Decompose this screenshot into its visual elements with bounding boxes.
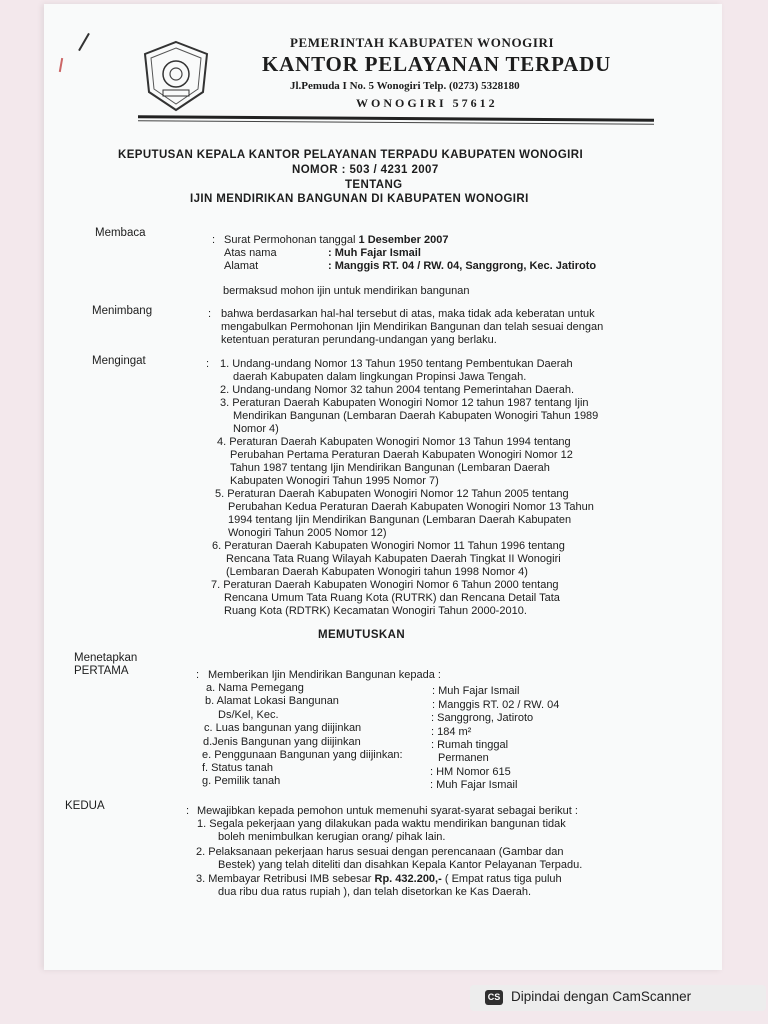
- mengingat-line: Ruang Kota (RDTRK) Kecamatan Wonogiri Tahun 2000-2010.: [224, 605, 527, 617]
- kedua-line: Bestek) yang telah diteliti dan disahkan Kepala Kantor Pelayanan Terpadu.: [218, 859, 583, 871]
- pertama-item-value: : Rumah tinggal: [431, 739, 509, 751]
- pertama-item-key: b. Alamat Lokasi Bangunan: [205, 695, 339, 707]
- memutuskan-heading: MEMUTUSKAN: [318, 629, 406, 641]
- mengingat-line: 7. Peraturan Daerah Kabupaten Wonogiri Nomor 6 Tahun 2000 tentang: [211, 579, 559, 591]
- decree-subject: IJIN MENDIRIKAN BANGUNAN DI KABUPATEN WONOGIRI: [190, 193, 529, 205]
- mengingat-line: Mendirikan Bangunan (Lembaran Daerah Kabupaten Wonogiri Tahun 1989: [233, 410, 599, 422]
- mengingat-line: Rencana Umum Tata Ruang Kota (RUTRK) dan Rencana Detail Tata: [224, 592, 560, 604]
- decree-number: NOMOR : 503 / 4231 2007: [292, 164, 439, 176]
- kedua-intro: Mewajibkan kepada pemohon untuk memenuhi syarat-syarat sebagai berikut :: [197, 805, 578, 817]
- kedua-line: dua ribu dua ratus rupiah ), dan telah disetorkan ke Kas Daerah.: [218, 886, 532, 898]
- retribusi-amount: Rp. 432.200,-: [374, 873, 442, 885]
- colon: :: [208, 308, 212, 320]
- mengingat-line: 2. Undang-undang Nomor 32 tahun 2004 tentang Pemerintahan Daerah.: [220, 384, 575, 396]
- label-kedua: KEDUA: [65, 800, 105, 812]
- pertama-item-value: : Muh Fajar Ismail: [430, 779, 518, 791]
- pertama-item-key: a. Nama Pemegang: [206, 682, 304, 694]
- pertama-intro: Memberikan Ijin Mendirikan Bangunan kepada :: [208, 669, 441, 681]
- pertama-item-key: g. Pemilik tanah: [202, 775, 281, 787]
- mengingat-line: Nomor 4): [233, 423, 279, 435]
- mengingat-line: 1994 tentang Ijin Mendirikan Bangunan (Lembaran Daerah Kabupaten: [228, 514, 572, 526]
- pertama-item-value: : Muh Fajar Ismail: [432, 685, 520, 697]
- colon: :: [212, 234, 216, 246]
- retribusi-label: 3. Membayar Retribusi IMB sebesar: [196, 873, 372, 885]
- kedua-line: boleh menimbulkan kerugian orang/ pihak lain.: [218, 831, 446, 843]
- pertama-item-value: : Manggis RT. 02 / RW. 04: [432, 699, 560, 711]
- label-menimbang: Menimbang: [92, 305, 153, 317]
- label-membaca: Membaca: [95, 227, 146, 239]
- pertama-item-key: f. Status tanah: [202, 762, 273, 774]
- letterhead-government: PEMERINTAH KABUPATEN WONOGIRI: [290, 35, 555, 50]
- alamat-value: : Manggis RT. 04 / RW. 04, Sanggrong, Kec. Jatiroto: [328, 260, 597, 272]
- decree-tentang: TENTANG: [345, 179, 403, 191]
- colon: :: [196, 669, 200, 681]
- letterhead-office: KANTOR PELAYANAN TERPADU: [262, 52, 612, 76]
- mengingat-line: Wonogiri Tahun 2005 Nomor 12): [228, 527, 387, 539]
- mengingat-line: Perubahan Kedua Peraturan Daerah Kabupaten Wonogiri Nomor 13 Tahun: [228, 501, 594, 513]
- colon: :: [186, 805, 190, 817]
- mengingat-line: Perubahan Pertama Peraturan Daerah Kabupaten Wonogiri Nomor 12: [230, 449, 573, 461]
- pertama-item-key: c. Luas bangunan yang diijinkan: [204, 722, 362, 734]
- pertama-item-value: : HM Nomor 615: [430, 766, 511, 778]
- surat-prefix: Surat Permohonan tanggal: [224, 234, 356, 246]
- mengingat-line: Rencana Tata Ruang Wilayah Kabupaten Daerah Tingkat II Wonogiri: [226, 553, 561, 565]
- mengingat-line: 1. Undang-undang Nomor 13 Tahun 1950 tentang Pembentukan Daerah: [220, 358, 573, 370]
- menimbang-line: mengabulkan Permohonan Ijin Mendirikan Bangunan dan telah sesuai dengan: [221, 321, 604, 333]
- pertama-item-key: e. Penggunaan Bangunan yang diijinkan:: [202, 749, 403, 761]
- pertama-item-value: : 184 m²: [431, 726, 472, 738]
- label-menetapkan: Menetapkan: [74, 652, 138, 664]
- mengingat-line: 4. Peraturan Daerah Kabupaten Wonogiri Nomor 13 Tahun 1994 tentang: [217, 436, 571, 448]
- alamat-label: Alamat: [224, 260, 259, 272]
- mengingat-line: (Lembaran Daerah Kabupaten Wonogiri tahun 1998 Nomor 4): [226, 566, 528, 578]
- retribusi-words: ( Empat ratus tiga puluh: [444, 873, 562, 885]
- menimbang-line: bahwa berdasarkan hal-hal tersebut di atas, maka tidak ada keberatan untuk: [221, 308, 595, 320]
- atas-nama-value: : Muh Fajar Ismail: [328, 247, 421, 259]
- kedua-line: 1. Segala pekerjaan yang dilakukan pada waktu mendirikan bangunan tidak: [197, 818, 566, 830]
- scanner-label: Dipindai dengan CamScanner: [511, 989, 692, 1004]
- letterhead-address: Jl.Pemuda I No. 5 Wonogiri Telp. (0273) 5328180: [290, 80, 520, 92]
- letterhead-city: WONOGIRI 57612: [356, 96, 498, 110]
- mengingat-line: Tahun 1987 tentang Ijin Mendirikan Bangunan (Lembaran Daerah: [230, 462, 550, 474]
- colon: :: [206, 358, 210, 370]
- membaca-surat: [224, 234, 448, 248]
- mengingat-line: Kabupaten Wonogiri Tahun 1995 Nomor 7): [230, 475, 439, 487]
- regency-emblem-icon: [143, 40, 209, 112]
- mengingat-line: 5. Peraturan Daerah Kabupaten Wonogiri Nomor 12 Tahun 2005 tentang: [215, 488, 569, 500]
- mengingat-line: 3. Peraturan Daerah Kabupaten Wonogiri Nomor 12 tahun 1987 tentang Ijin: [220, 397, 589, 409]
- label-mengingat: Mengingat: [92, 355, 146, 367]
- pertama-item-key: d.Jenis Bangunan yang diijinkan: [203, 736, 361, 748]
- pertama-item-value: : Sanggrong, Jatiroto: [431, 712, 534, 724]
- decree-title: KEPUTUSAN KEPALA KANTOR PELAYANAN TERPADU KABUPATEN WONOGIRI: [118, 149, 584, 161]
- surat-date: 1 Desember 2007: [358, 234, 449, 246]
- menimbang-line: ketentuan peraturan perundang-undangan yang berlaku.: [221, 334, 497, 346]
- mengingat-line: daerah Kabupaten dalam lingkungan Propinsi Jawa Tengah.: [233, 371, 527, 383]
- mengingat-line: 6. Peraturan Daerah Kabupaten Wonogiri Nomor 11 Tahun 1996 tentang: [212, 540, 565, 552]
- label-pertama: PERTAMA: [74, 665, 129, 677]
- pertama-item-key: Ds/Kel, Kec.: [218, 709, 279, 721]
- membaca-maksud: bermaksud mohon ijin untuk mendirikan bangunan: [223, 285, 470, 297]
- atas-nama-label: Atas nama: [224, 247, 277, 259]
- kedua-line: 2. Pelaksanaan pekerjaan harus sesuai dengan perencanaan (Gambar dan: [196, 846, 564, 858]
- camscanner-icon: CS: [485, 990, 503, 1005]
- kedua-line-retribusi: [196, 873, 562, 887]
- pertama-item-value: Permanen: [438, 752, 489, 764]
